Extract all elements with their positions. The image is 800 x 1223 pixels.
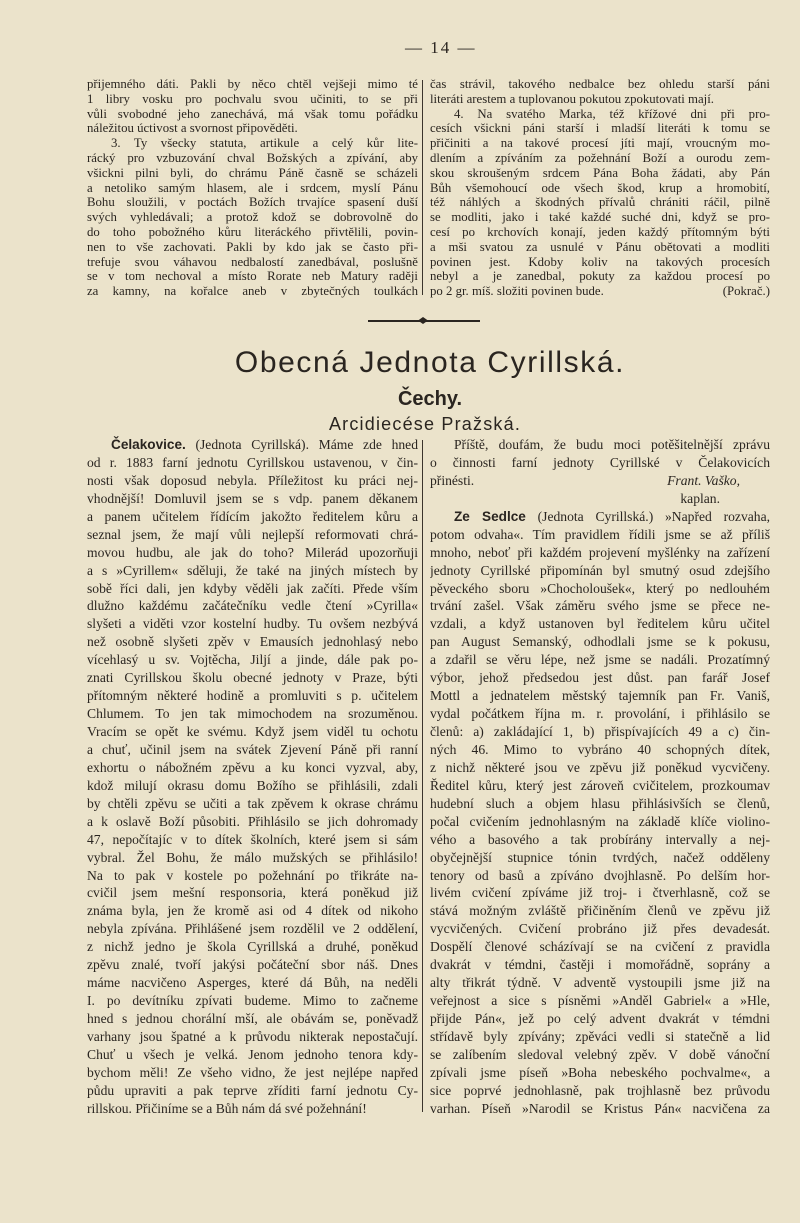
line-text: livém cvičení zpíváme již troj- i čtverhlasně, což se: [430, 885, 770, 901]
line-text: kdož milují okrasu domu Božího se přihlásili, zdali: [87, 777, 418, 793]
line-text: nen to vše zachovati. Pakli by kdo jak se často při-: [87, 239, 418, 254]
line-text: hudební sluch a objem hlasu přihlásivších se členů,: [430, 795, 770, 811]
text-line: [87, 795, 418, 813]
line-text: nebyl a je zanedbal, pokuty za každou procesí po: [430, 269, 770, 284]
line-text: potom odvaha«. Tím pravidlem řídili jsme se až příliš: [430, 526, 770, 542]
line-text: pěveckého sboru »Chocholoušek«, který po nedlouhém: [430, 580, 770, 596]
text-line: [430, 938, 770, 956]
line-text: vzdali, a když ustanoven byl ředitelem kůru učitel: [430, 616, 770, 632]
text-line: [87, 195, 418, 210]
line-text: vydal počátkem října m. r. provolání, i přihlásilo se: [430, 706, 770, 722]
line-text: vůli svobodné jeho zanechává, má však tomu pořádku: [87, 106, 418, 121]
text-line: [87, 615, 418, 633]
text-line: [87, 1010, 418, 1028]
text-line: [430, 562, 770, 580]
text-line: [87, 777, 418, 795]
bottom-right-column: [430, 436, 770, 1118]
text-line: [87, 526, 418, 544]
text-line: [430, 77, 770, 92]
text-line: [430, 195, 770, 210]
line-text: přičiniti a na takové procesí jíti mají, vroucným mo-: [430, 136, 770, 151]
text-line: [87, 938, 418, 956]
text-line: [430, 166, 770, 181]
text-line: [430, 597, 770, 615]
text-line: [87, 472, 418, 490]
text-line: [87, 210, 418, 225]
line-text: Ředitel kůru, který jest zároveň cvičitelem, prozkoumav: [430, 777, 770, 793]
line-text: se zalíbením sledoval velebný zpěv. V době vánoční: [430, 1046, 770, 1062]
line-text: veřejnost a sice s písněmi »Anděl Gabriel« a »Hle,: [430, 993, 770, 1009]
text-line: [87, 508, 418, 526]
line-text: od r. 1883 farní jednotu Cyrillskou ustavenou, v čin-: [87, 454, 418, 470]
text-line: [87, 1046, 418, 1064]
text-line: [87, 436, 418, 454]
text-line: [430, 920, 770, 938]
diocese-heading: Arcidiecése Pražská.: [328, 414, 522, 434]
line-text: Dospělí členové scházívají se na cvičení z pravidla: [430, 939, 770, 955]
line-text: sice poprvé jednohlasně, pak trojhlasně bez průvodu: [430, 1082, 770, 1098]
text-line: [430, 795, 770, 813]
divider-ornament-icon: [418, 317, 428, 324]
text-line: [430, 1010, 770, 1028]
text-line: [87, 687, 418, 705]
top-right-column: [430, 77, 770, 299]
line-text: počal cvičením jednohlasným na základě klíče violino-: [430, 813, 770, 829]
text-line: [87, 269, 418, 284]
line-text: 4. Na svatého Marka, též křížové dni při pro-: [454, 106, 770, 121]
text-line: [430, 544, 770, 562]
text-line: [87, 181, 418, 196]
text-line: [430, 454, 770, 472]
text-line: [87, 1082, 418, 1100]
section-divider: [368, 320, 480, 322]
place-lead: Čelakovice.: [111, 437, 186, 452]
text-line: [430, 1028, 770, 1046]
line-text: ných 46. Mimo to vybráno 40 schopných dítek,: [430, 741, 770, 757]
line-text: (Jednota Cyrillská). Máme zde hned: [185, 437, 418, 452]
text-line: [87, 633, 418, 651]
text-line: [430, 956, 770, 974]
text-line: [87, 723, 418, 741]
line-text: 47, nepočítajíc v to dítek školních, které jsem si sám: [87, 831, 418, 847]
text-line: [87, 1064, 418, 1082]
text-line: [87, 813, 418, 831]
text-line: [87, 759, 418, 777]
bottom-left-column: [87, 436, 418, 1118]
text-line: [430, 687, 770, 705]
text-line: [430, 508, 770, 526]
text-line: [430, 284, 770, 299]
text-line: [430, 526, 770, 544]
line-text: varhany jsou špatné a k průvodu nikterak nepostačují.: [87, 1028, 418, 1044]
line-text: exhortu o nábožném zpěvu a ku konci vyzval, aby,: [87, 759, 418, 775]
text-line: [87, 992, 418, 1010]
text-line: [87, 240, 418, 255]
line-text: vého a basového a tak probírány intervally a nej-: [430, 831, 770, 847]
text-line: [430, 884, 770, 902]
text-line: [430, 580, 770, 598]
text-line: [430, 225, 770, 240]
line-text: za kamny, na kořalce aneb v zbytečných toulkách: [87, 284, 418, 299]
text-line: [430, 813, 770, 831]
text-line: [430, 723, 770, 741]
line-text: též náhlých a škodných přívalů chrániti ráčil, pilně: [430, 195, 770, 210]
text-line: [87, 1100, 418, 1118]
line-text: by chtěli zpěvu se učiti a tak zpěvem k okrase chrámu: [87, 795, 418, 811]
text-line: [430, 1064, 770, 1082]
text-line: [87, 166, 418, 181]
text-line: [87, 867, 418, 885]
line-text: vhodnější! Domluvil jsem se s vdp. panem děkanem: [87, 490, 418, 506]
text-line: [430, 121, 770, 136]
text-line: [87, 580, 418, 598]
continued-label: (Pokrač.): [722, 284, 770, 299]
line-text: z nichž některé jsou ve zpěvu již poněkud vycvičeny.: [430, 759, 770, 775]
text-line: [87, 454, 418, 472]
text-line: [87, 77, 418, 92]
line-text: Na to pak v kostele po požehnání po třikráte na-: [87, 867, 418, 883]
line-text: se v tom nechoval a místo Rorate neb Matury raději: [87, 269, 418, 284]
line-text: a chuť, učinil jsem na svátek Zjevení Páně při ranní: [87, 741, 418, 757]
text-line: [430, 472, 770, 490]
line-text: a panem učitelem řídícím jakožto ředitelem kůru a: [87, 508, 418, 524]
text-line: [87, 902, 418, 920]
column-rule: [422, 440, 423, 1112]
line-text: než osobně slyšeti zpěv v Emausích jednohlasý nebo: [87, 634, 418, 650]
text-line: [87, 92, 418, 107]
line-text: rillskou. Přičiníme se a Bůh nám dá své požehnání!: [87, 1100, 367, 1116]
line-text: trvání zašel. Však záměru svého jsme se přece ne-: [430, 598, 770, 614]
line-text: všickni pilni byli, do chrámu Páně časně se scházeli: [87, 165, 418, 180]
line-text: bychom měli! Ze všeho vidno, že jest nejlépe napřed: [87, 1064, 418, 1080]
region-heading: Čechy.: [397, 388, 463, 410]
text-line: [87, 884, 418, 902]
line-text: varhan. Píseň »Narodil se Kristus Pán« nacvičena za: [430, 1100, 770, 1116]
text-line: [430, 436, 770, 454]
text-line: [430, 210, 770, 225]
text-line: [430, 651, 770, 669]
text-line: [87, 651, 418, 669]
line-text: tenory od basů a zpíváno dvojhlasně. Po delším hor-: [430, 867, 770, 883]
line-text: znati Cyrillskou školu obecné jednoty v Praze, býti: [87, 670, 418, 686]
line-text: náležitou úctivost a svornost připověděti.: [87, 121, 298, 136]
line-text: přinésti.: [430, 472, 475, 488]
text-line: [87, 151, 418, 166]
line-text: Chlumem. To jen tak mimochodem na srozuměnou.: [87, 706, 418, 722]
text-line: [430, 992, 770, 1010]
text-line: [430, 902, 770, 920]
line-text: vycvičených. Cvičení probráno již přes devadesát.: [430, 921, 770, 937]
line-text: se modliti, jako i také každé suché dni, když se pro-: [430, 210, 770, 225]
line-text: alty třikrát týdně. V adventě vystoupili jsme již na: [430, 975, 770, 991]
line-text: zpěvu znalé, tvoří jakýsi počáteční sbor náš. Dnes: [87, 957, 418, 973]
line-text: hned s jednou chorální mší, ale obávám se, poněvadž: [87, 1011, 418, 1026]
text-line: [87, 284, 418, 299]
line-text: po 2 gr. míš. složiti povinen bude.: [430, 284, 604, 299]
text-line: [430, 633, 770, 651]
line-text: movou hudbu, ale jak do toho? Milerád upozorňuji: [87, 544, 418, 560]
line-text: Příště, doufám, že budu moci potěšitelnější zprávu: [454, 437, 770, 452]
line-text: známa byla, jen že kromě asi od 4 dítek od nikoho: [87, 903, 418, 919]
text-line: [430, 107, 770, 122]
text-line: [87, 920, 418, 938]
text-line: [87, 831, 418, 849]
line-text: dlením a zpíváním za požehnání Boží a ourodu zem-: [430, 150, 770, 165]
line-text: výbor, jehož předsedou jest důst. pan farář Josef: [430, 670, 770, 686]
text-line: [430, 669, 770, 687]
text-line: [430, 831, 770, 849]
line-text: cesí po krchovích konají, jeden každý přítomným býti: [430, 224, 770, 239]
text-line: [87, 956, 418, 974]
line-text: 3. Ty všecky statuta, artikule a celý kůr lite-: [111, 136, 418, 151]
line-text: máme nacvičeno Asperges, které dá Bůh, na neděli: [87, 975, 418, 991]
line-text: jednoty Cyrillské připomínán byl smutný osud zdejšího: [430, 562, 770, 578]
line-text: Bohu sloužili, v poctách Božích trvajíce spasení duší: [87, 195, 418, 210]
text-line: [87, 255, 418, 270]
line-text: I. po devítníku zpívati budeme. Mimo to začneme: [87, 993, 418, 1009]
line-text: střídavě byly zpívány; zpěváci vedli si statečně a lid: [430, 1028, 770, 1044]
line-text: a s »Cyrillem« sděluji, že také na jiných místech by: [87, 562, 418, 578]
line-text: Mottl a jednatelem městský tajemník pan Fr. Vaniš,: [430, 688, 770, 704]
text-line: [87, 490, 418, 508]
line-text: přijde Pán«, jež po celý advent dvakrát v témdni: [430, 1011, 770, 1026]
line-text: nebyla zpívána. Přihlášené jsem rozdělil ve 2 oddělení,: [87, 921, 418, 937]
line-text: pan August Semanský, odhodlali jsme se k pokusu,: [430, 634, 770, 650]
page-number: — 14 —: [405, 38, 477, 57]
line-text: obyčejnější stupnice tónin tvrdých, načež odděleny: [430, 849, 770, 865]
line-text: Chuť u všech je velká. Jenom jednoho tenora kdy-: [87, 1046, 418, 1062]
text-line: [87, 974, 418, 992]
line-text: trefuje svou váhavou nedbalostí zanedbával, poslušně: [87, 254, 418, 269]
signature-name: Frant. Vaško,: [667, 472, 740, 488]
text-line: [430, 849, 770, 867]
line-text: z nichž jedno je škola Cyrillská a druhé, poněkud: [87, 939, 418, 955]
text-line: [430, 615, 770, 633]
text-line: [430, 269, 770, 284]
signature-title-line: [430, 490, 770, 508]
text-line: [430, 759, 770, 777]
top-left-column: [87, 77, 418, 299]
text-line: [430, 1082, 770, 1100]
text-line: [430, 151, 770, 166]
text-line: [87, 741, 418, 759]
text-line: [430, 1100, 770, 1118]
line-text: literáti arestem a tuplovanou pokutou zpokutovati mají.: [430, 91, 714, 106]
line-text: cvičil jsem mešní responsoria, která poněkud již: [87, 885, 418, 901]
line-text: půdu upraviti a pak teprve zříditi farní jednotu Cy-: [87, 1082, 418, 1098]
line-text: (Jednota Cyrillská.) »Napřed rozvaha,: [525, 508, 770, 524]
line-text: o činnosti farní jednoty Cyrillské v Čelakovicích: [430, 454, 770, 470]
section-title: Obecná Jednota Cyrillská.: [234, 346, 626, 379]
line-text: přijemného dáti. Pakli by něco chtěl vejšeji mimo té: [87, 77, 418, 91]
text-line: [430, 777, 770, 795]
line-text: a zdařil se věru lépe, než jsme se nadáli. Prozatímný: [430, 652, 770, 668]
line-text: vybral. Žel Bohu, že málo mužských se přihlásilo!: [87, 849, 418, 865]
text-line: [430, 240, 770, 255]
text-line: [87, 562, 418, 580]
text-line: [87, 121, 418, 136]
line-text: sobě říci dali, jen kdyby věděli jak začíti. Přede vším: [87, 580, 418, 596]
line-text: slyšeti a viděti vzor kostelní hudby. Tu ovšem nezbývá: [87, 616, 418, 632]
place-lead: Ze Sedlce: [454, 508, 526, 524]
line-text: mnoho, neboť při každém projevení myšlénky na zařízení: [430, 544, 770, 560]
text-line: [87, 225, 418, 240]
text-line: [87, 544, 418, 562]
line-text: Vracím se opět ke svému. Když jsem viděl tu ochotu: [87, 724, 418, 739]
line-text: cesích všickni páni starší i mladší literáti k tomu se: [430, 121, 770, 136]
line-text: nosti však doposud nebyla. Příležitost ku práci nej-: [87, 472, 418, 488]
text-line: [430, 255, 770, 270]
text-line: [430, 974, 770, 992]
text-line: [87, 136, 418, 151]
line-text: stává možným zvláště přičiněním členů ve zpěvu již: [430, 903, 770, 919]
text-line: [430, 705, 770, 723]
text-line: [430, 867, 770, 885]
line-text: svých vyhledávali; a protož kdož se dobrovolně do: [87, 210, 418, 225]
text-line: [430, 181, 770, 196]
line-text: Bůh všemohoucí ode všech škod, krup a hromobití,: [430, 180, 770, 195]
text-line: [430, 1046, 770, 1064]
text-line: [87, 107, 418, 122]
column-rule: [422, 80, 423, 295]
line-text: přítomným některé hodině a promluviti s p. učitelem: [87, 688, 418, 704]
line-text: čas strávil, takového nedbalce bez ohledu starší páni: [430, 77, 770, 91]
text-line: [430, 92, 770, 107]
line-text: a k oslavě Boží působiti. Přihlásilo se jich dohromady: [87, 813, 418, 829]
line-text: rácký pro vzbuzování chval Božských a zpívání, aby: [87, 150, 418, 165]
text-line: [87, 1028, 418, 1046]
text-line: [87, 849, 418, 867]
signature-title: kaplan.: [680, 490, 720, 506]
line-text: povinen jest. Kdoby koliv na takových procesích: [430, 254, 770, 269]
text-line: [430, 136, 770, 151]
text-line: [87, 669, 418, 687]
line-text: do toho pobožného kůru literáckého přivtělili, povin-: [87, 224, 418, 239]
line-text: dvakrát v témdni, častěji i momořádně, soprány a: [430, 957, 770, 973]
line-text: a netoliko samým hlasem, ale i srdcem, myslí Pánu: [87, 180, 418, 195]
text-line: [87, 597, 418, 615]
line-text: a mši svatou za usnulé v Pánu obětovati a modliti: [430, 239, 770, 254]
line-text: skou skroušeným srdcem Pána Boha žádati, aby Pán: [430, 165, 770, 180]
text-line: [430, 741, 770, 759]
line-text: členů: a) zakládající 1, b) přispívajících 49 a c) čin-: [430, 724, 770, 739]
line-text: 1 libry vosku pro pochvalu svou učiniti, to se při: [87, 91, 418, 106]
line-text: seznal jsem, že mají vůli nejlepší reformovati chrá-: [87, 526, 418, 542]
text-line: [87, 705, 418, 723]
line-text: dlužno každému začátečníku vedle čtení »Cyrilla«: [87, 598, 418, 614]
line-text: vícehlasý u sv. Vojtěcha, Jiljí a jinde, dále pak po-: [87, 652, 418, 668]
line-text: zpívali jsme píseň »Boha nebeského pochvalme«, a: [430, 1064, 770, 1080]
